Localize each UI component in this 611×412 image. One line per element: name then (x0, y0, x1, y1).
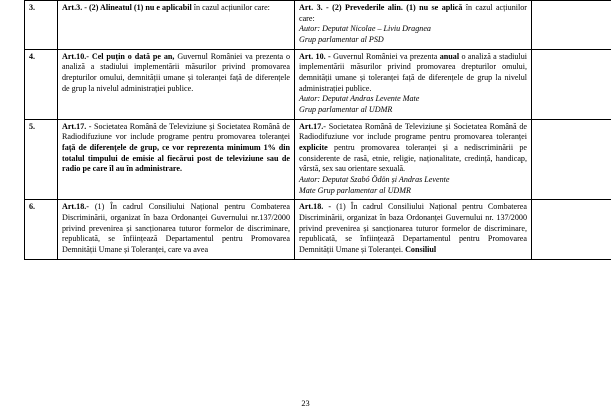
observations-cell (532, 49, 611, 119)
amendment-text-cell (295, 1, 532, 50)
amendment-group: Grup parlamentar al UDMR (299, 105, 393, 115)
page-number: 23 (301, 399, 310, 408)
original-text-mid-1: (1) În cadrul Consiliului Național pentru Combaterea Discriminării, organizat în baza Ordonanței Guvernului nr.137/2000 privind prevenirea și sancționarea tuturor formelor de discriminare, republicată, se înființează Departamentul pentru Promovarea Demnității Umane și Toleranței, care va avea (62, 202, 290, 255)
original-text-mid-1: - Societatea Română de Televiziune și Societatea Română de Radiodifuziune vor include programe pentru promovarea toleranței (62, 121, 290, 142)
amendment-text-cell (295, 119, 532, 200)
table-row (25, 1, 611, 50)
amendment-author: Autor: Deputat Szabó Ödön și Andras Levente (299, 175, 450, 185)
observations-cell (532, 1, 611, 50)
original-text-bold-2: față de diferențele de grup, ce vor reprezenta minimum 1% din totalul timpului de emisie al fiecărui post de televiziune sau de radio pe care îl au în administrare. (62, 143, 290, 174)
amendment-text-rest: în cazul acțiunilor care: (299, 3, 527, 23)
amendment-text-mid-2: pentru promovarea toleranței și a nediscriminării pe considerente de rasă, etnie, religie, naționalitate, credință, handicap, vârstă, sex sau orientare sexuală. (299, 143, 527, 174)
original-text-rest: în cazul acțiunilor care: (191, 3, 270, 12)
original-text-cell (58, 119, 295, 200)
amendment-text-mid-2: o analiză a stadiului implementării măsurilor privind promovarea drepturilor omului, demnității umane și toleranței față de diferențele de grup la nivelul administrației publice. (299, 51, 528, 93)
original-text-cell (58, 200, 295, 259)
amendment-text-bold-2: anual (439, 51, 460, 61)
amendment-author: Autor: Deputat Nicolae – Liviu Dragnea (299, 24, 431, 34)
row-number: 6. (25, 200, 58, 259)
original-text-bold-1: Art.18.- (62, 202, 89, 212)
amendment-group: Mate Grup parlamentar al UDMR (299, 185, 411, 195)
original-text-bold: Art.10.- Cel puțin o dată pe an, (62, 51, 175, 61)
amendments-table (24, 0, 611, 260)
amendment-author: Autor: Deputat Andras Levente Mate (299, 94, 420, 104)
original-text-bold: Art.3. - (2) Alineatul (1) nu e aplicabil (62, 3, 192, 12)
original-text-cell (58, 49, 295, 119)
amendment-text-mid-1: (1) În cadrul Consiliului Național pentru Combaterea Discriminării, organizat în baza Ordonanței Guvernului nr. 137/2000 privind prevenirea și sancționarea tuturor formelor de discriminare, republicată, se înființează Departamentul pentru Promovarea Demnității Umane și Toleranței. (299, 202, 527, 255)
amendment-group: Grup parlamentar al PSD (299, 35, 384, 45)
amendment-text-bold: Art. 3. - (2) Prevederile alin. (1) nu se aplică (299, 3, 463, 12)
amendment-text-bold-1: Art.18. - (299, 202, 332, 212)
amendment-text-cell (295, 49, 532, 119)
row-number: 5. (25, 119, 58, 200)
amendment-text-cell (295, 200, 532, 259)
table-row (25, 49, 611, 119)
amendment-text-bold-1: Art. 10. - (299, 51, 331, 61)
table-row (25, 119, 611, 200)
amendment-text-mid-1: Guvernul României va prezenta (330, 51, 440, 61)
observations-cell (532, 200, 611, 259)
table-row (25, 200, 611, 259)
row-number: 4. (25, 49, 58, 119)
amendment-text-bold-1: Art.17. (299, 121, 324, 131)
original-text-rest: Guvernul României va prezenta o analiză a stadiului implementării măsurilor privind promovarea drepturilor omului, demnității umane și toleranței față de diferențele de grup la nivelul administrației publice. (62, 51, 291, 93)
original-text-cell (58, 1, 295, 50)
amendment-text-bold-2: Consiliul (405, 245, 437, 255)
observations-cell (532, 119, 611, 200)
row-number: 3. (25, 1, 58, 50)
amendment-text-mid-1: - Societatea Română de Televiziune și Societatea Română de Radiodifuziune vor include programe pentru promovarea toleranței (299, 121, 527, 142)
original-text-bold-1: Art.17. (62, 121, 87, 131)
amendment-text-bold-2: explicite (299, 143, 328, 153)
